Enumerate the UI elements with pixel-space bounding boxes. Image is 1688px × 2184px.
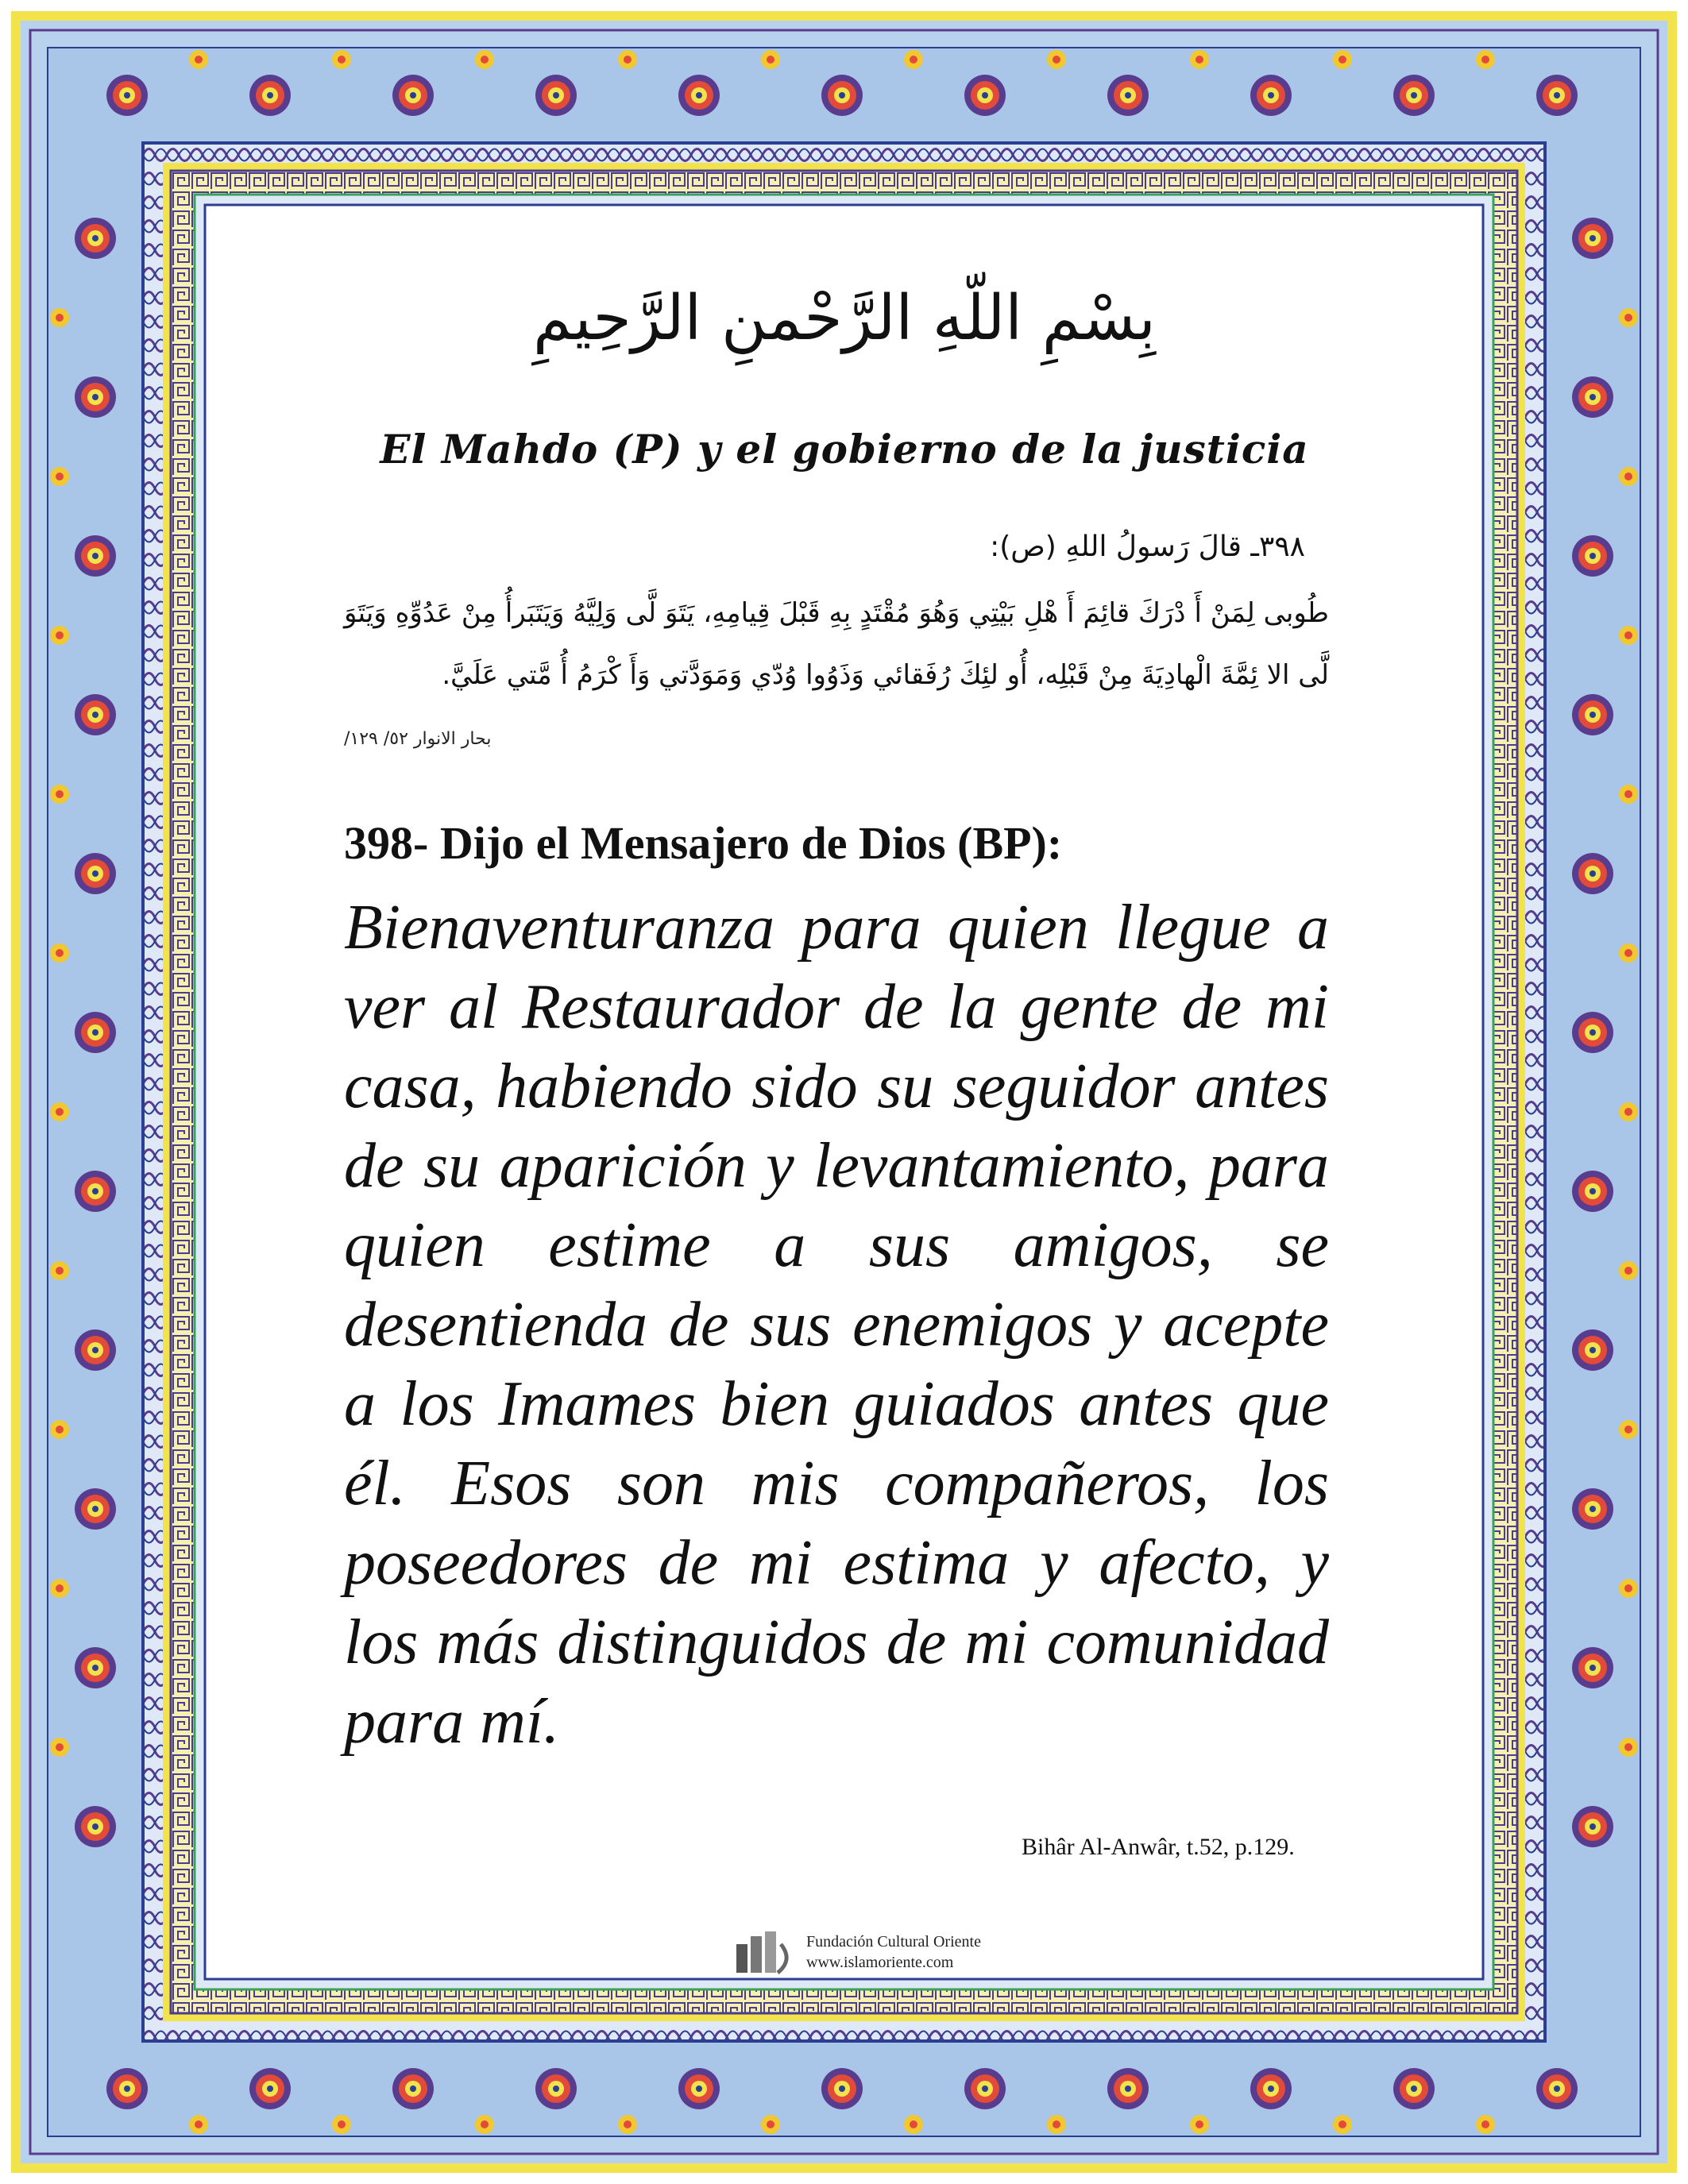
flower-ornament-icon — [678, 75, 720, 116]
flower-ornament-icon — [964, 2068, 1006, 2109]
rosette-ornament-icon — [1333, 50, 1352, 69]
rosette-ornament-icon — [1333, 2115, 1352, 2134]
page-title: El Mahdo (P) y el gobierno de la justicia — [380, 426, 1309, 473]
flower-ornament-icon — [75, 1012, 116, 1053]
rosette-ornament-icon — [475, 50, 494, 69]
flower-ornament-icon — [1393, 75, 1435, 116]
hadith-heading: 398- Dijo el Mensajero de Dios (BP): — [344, 817, 1063, 869]
flower-ornament-icon — [535, 2068, 577, 2109]
rosette-ornament-icon — [50, 467, 69, 486]
flower-ornament-icon — [1572, 1171, 1613, 1212]
rosette-ornament-icon — [475, 2115, 494, 2134]
rosette-ornament-icon — [1190, 50, 1209, 69]
rosette-ornament-icon — [904, 2115, 923, 2134]
arabic-hadith-text: طُوبى لِمَنْ أَ دْرَكَ قائِمَ أَ هْلِ بَيْتِي وَهُوَ مُقْتَدٍ بِهِ قَبْلَ قِيامِهِ، يَتَوَ لَّى وَلِيَّهُ وَيَتَبَرأُ مِنْ عَدُوِّهِ وَيَتَوَ لَّى الا ئِمَّةَ الْهادِيَةَ مِنْ قَبْلِه، أُو لئِكَ رُفَقائي وَذَوُوا وُدّي وَمَوَدَّتي وَأَ كْرَمُ أُ مَّتي عَلَيَّ. — [344, 597, 1329, 691]
flower-ornament-icon — [75, 1171, 116, 1212]
flower-ornament-icon — [1572, 1488, 1613, 1530]
rosette-ornament-icon — [1619, 1420, 1638, 1439]
flower-ornament-icon — [1572, 376, 1613, 418]
flower-ornament-icon — [392, 2068, 434, 2109]
flower-ornament-icon — [1572, 535, 1613, 577]
flower-ornament-icon — [75, 1647, 116, 1688]
flower-ornament-icon — [821, 75, 863, 116]
content-panel — [213, 213, 1476, 1970]
flower-ornament-icon — [1572, 1012, 1613, 1053]
rosette-ornament-icon — [50, 1738, 69, 1757]
rosette-ornament-icon — [1619, 308, 1638, 327]
rosette-ornament-icon — [50, 1420, 69, 1439]
flower-ornament-icon — [1107, 2068, 1149, 2109]
rosette-ornament-icon — [1619, 1738, 1638, 1757]
arabic-source-reference: بحار الانوار ٥٢/ ١٢٩/ — [344, 729, 492, 749]
flower-ornament-icon — [1572, 1647, 1613, 1688]
flower-ornament-icon — [821, 2068, 863, 2109]
rosette-ornament-icon — [189, 2115, 208, 2134]
flower-ornament-icon — [75, 376, 116, 418]
flower-ornament-icon — [249, 75, 291, 116]
rosette-ornament-icon — [1190, 2115, 1209, 2134]
rosette-ornament-icon — [618, 50, 637, 69]
flower-ornament-icon — [106, 2068, 148, 2109]
flower-ornament-icon — [1572, 694, 1613, 735]
rosette-ornament-icon — [618, 2115, 637, 2134]
rosette-ornament-icon — [50, 626, 69, 645]
flower-ornament-icon — [1572, 218, 1613, 259]
flower-ornament-icon — [1572, 853, 1613, 894]
rosette-ornament-icon — [50, 1261, 69, 1280]
rosette-ornament-icon — [1619, 785, 1638, 804]
publisher-url[interactable]: www.islamoriente.com — [806, 1954, 954, 1971]
rosette-ornament-icon — [761, 50, 780, 69]
flower-ornament-icon — [75, 853, 116, 894]
flower-ornament-icon — [106, 75, 148, 116]
rosette-ornament-icon — [189, 50, 208, 69]
flower-ornament-icon — [1536, 2068, 1578, 2109]
rosette-ornament-icon — [1619, 467, 1638, 486]
rosette-ornament-icon — [904, 50, 923, 69]
flower-ornament-icon — [1250, 75, 1292, 116]
flower-ornament-icon — [75, 535, 116, 577]
rosette-ornament-icon — [332, 50, 351, 69]
publisher-logo-icon — [733, 1928, 797, 1976]
flower-ornament-icon — [1572, 1329, 1613, 1371]
flower-ornament-icon — [75, 1329, 116, 1371]
publisher-name: Fundación Cultural Oriente — [806, 1933, 981, 1951]
flower-ornament-icon — [1393, 2068, 1435, 2109]
flower-ornament-icon — [392, 75, 434, 116]
rosette-ornament-icon — [1619, 1261, 1638, 1280]
flower-ornament-icon — [1572, 1806, 1613, 1847]
flower-ornament-icon — [678, 2068, 720, 2109]
rosette-ornament-icon — [1047, 50, 1066, 69]
rosette-ornament-icon — [332, 2115, 351, 2134]
rosette-ornament-icon — [1476, 2115, 1495, 2134]
flower-ornament-icon — [249, 2068, 291, 2109]
rosette-ornament-icon — [1619, 626, 1638, 645]
flower-ornament-icon — [1536, 75, 1578, 116]
rosette-ornament-icon — [1476, 50, 1495, 69]
flower-ornament-icon — [75, 694, 116, 735]
hadith-translation: Bienaventuranza para quien llegue a ver al Restaurador de la gente de mi casa, habiendo sido su seguidor antes de su aparición y levantamiento, para quien estime a sus amigos, se desentienda de sus enemigos y acepte a los Imames bien guiados antes que él. Esos son mis compañeros, los poseedores de mi estima y afecto, y los más distinguidos de mi comunidad para mí. — [344, 893, 1329, 1757]
flower-ornament-icon — [1250, 2068, 1292, 2109]
arabic-hadith-heading: ٣٩٨ـ قالَ رَسولُ اللهِ (ص): — [990, 531, 1305, 563]
rosette-ornament-icon — [50, 785, 69, 804]
rosette-ornament-icon — [50, 1579, 69, 1598]
rosette-ornament-icon — [50, 943, 69, 963]
rosette-ornament-icon — [1619, 1579, 1638, 1598]
rosette-ornament-icon — [50, 308, 69, 327]
flower-ornament-icon — [964, 75, 1006, 116]
rosette-ornament-icon — [1047, 2115, 1066, 2134]
rosette-ornament-icon — [1619, 1102, 1638, 1121]
rosette-ornament-icon — [50, 1102, 69, 1121]
publisher-block — [733, 1928, 981, 1976]
rosette-ornament-icon — [1619, 943, 1638, 963]
flower-ornament-icon — [1107, 75, 1149, 116]
source-reference: Bihâr Al-Anwâr, t.52, p.129. — [1022, 1834, 1295, 1860]
flower-ornament-icon — [75, 218, 116, 259]
flower-ornament-icon — [75, 1488, 116, 1530]
flower-ornament-icon — [535, 75, 577, 116]
basmala-calligraphy: بِسْمِ اللّهِ الرَّحْمنِ الرَّحِيمِ — [533, 283, 1156, 354]
rosette-ornament-icon — [761, 2115, 780, 2134]
flower-ornament-icon — [75, 1806, 116, 1847]
